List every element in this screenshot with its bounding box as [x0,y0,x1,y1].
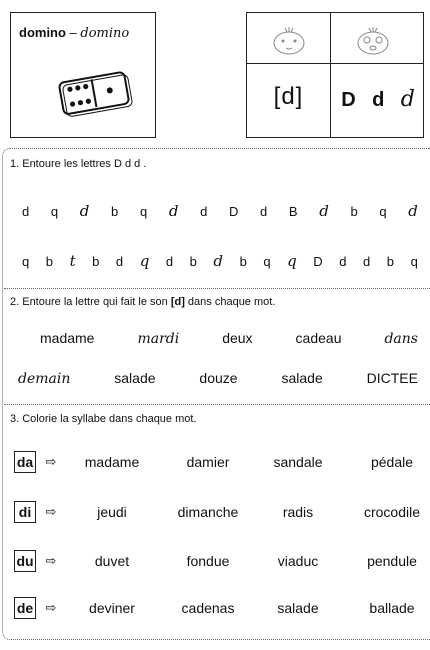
word-item: mardi [137,331,180,347]
syllable-word: fondue [186,553,230,569]
letter-forms [333,87,423,112]
letter-item: b [350,204,358,219]
letter-item: q [50,204,59,219]
letter-item: q [410,254,418,269]
reference-word: domino – domino [19,25,130,41]
section1-letters-line1 [22,202,418,220]
syllable-box: du [14,550,36,572]
syllable-word: damier [186,454,230,470]
arrow-icon: ⇨ [45,600,57,615]
divider [4,404,430,405]
letter-item: D [228,204,239,219]
letter-item: q [379,204,387,219]
section2-words-line2 [18,370,418,387]
letter-item: d [115,254,124,269]
syllable-box: de [14,597,36,619]
word-item: salade [281,370,323,386]
arrow-icon: ⇨ [45,454,57,469]
letter-cursive: d [400,87,415,112]
letter-item: b [92,254,100,269]
sound-table [246,12,424,138]
letter-item: d [363,254,371,269]
letter-item: d [22,204,30,219]
letter-item: B [288,204,298,219]
syllable-row [14,596,426,620]
domino-icon [55,67,135,119]
letter-item: d [339,254,347,269]
reference-word-print: domino [19,25,66,40]
syllable-row [14,549,426,573]
letter-item: d [260,204,268,219]
syllable-box: di [14,501,36,523]
letter-item: b [111,204,119,219]
reference-image-box [10,12,156,138]
phoneme-label: [d] [273,83,304,110]
letter-lowercase: d [372,89,385,111]
letter-item: d [200,204,208,219]
syllable-word: cadenas [181,600,235,616]
syllable-word: radis [282,504,314,520]
syllable-box: da [14,451,36,473]
letter-item: d [165,254,174,269]
letter-item: q [263,254,271,269]
letter-uppercase: D [341,89,356,111]
syllable-word: viaduc [277,553,319,569]
letter-item: d [408,202,418,220]
arrow-icon: ⇨ [45,553,57,568]
letter-item: t [69,252,76,270]
letter-item: b [386,254,395,269]
syllable-row [14,500,426,524]
letter-item: D [313,254,323,269]
syllable-word: pendule [367,553,417,569]
syllable-word: dimanche [177,504,239,520]
letter-item: d [168,202,179,220]
word-item: douze [199,370,238,386]
letter-item: d [319,202,329,220]
syllable-word: pédale [370,454,414,470]
letter-item: d [79,202,90,220]
word-item: deux [222,330,253,346]
syllable-word: salade [277,600,319,616]
closed-mouth-face-icon [269,19,309,59]
word-item: cadeau [295,330,342,346]
letter-item: b [45,254,54,269]
reference-word-cursive: domino [80,26,130,41]
syllable-word: madame [84,454,140,470]
syllable-word: deviner [89,600,135,616]
letter-item: b [239,254,247,269]
word-item: madame [40,330,95,346]
section2-words-line1 [40,330,418,347]
divider [4,288,430,289]
letter-item: d [213,252,224,270]
section2-instruction: 2. Entoure la lettre qui fait le son [d] dans chaque mot. [10,296,276,308]
section3-instruction: 3. Colorie la syllabe dans chaque mot. [10,413,197,425]
syllable-word: crocodile [363,504,421,520]
arrow-icon: ⇨ [45,504,57,519]
letter-item: q [139,252,150,270]
letter-item: q [139,204,148,219]
letter-item: b [189,254,197,269]
syllable-word: jeudi [97,504,127,520]
word-item: dans [384,331,418,347]
word-item: DICTEE [366,370,418,386]
open-mouth-face-icon [353,19,393,59]
syllable-word: ballade [369,600,415,616]
section1-letters-line2 [22,252,418,270]
word-item: salade [114,370,156,386]
syllable-row [14,450,426,474]
letter-item: q [287,252,297,270]
letter-item: q [22,254,30,269]
syllable-word: sandale [273,454,323,470]
syllable-word: duvet [94,553,130,569]
section1-instruction: 1. Entoure les lettres D d d . [10,158,147,170]
word-item: demain [18,371,71,387]
